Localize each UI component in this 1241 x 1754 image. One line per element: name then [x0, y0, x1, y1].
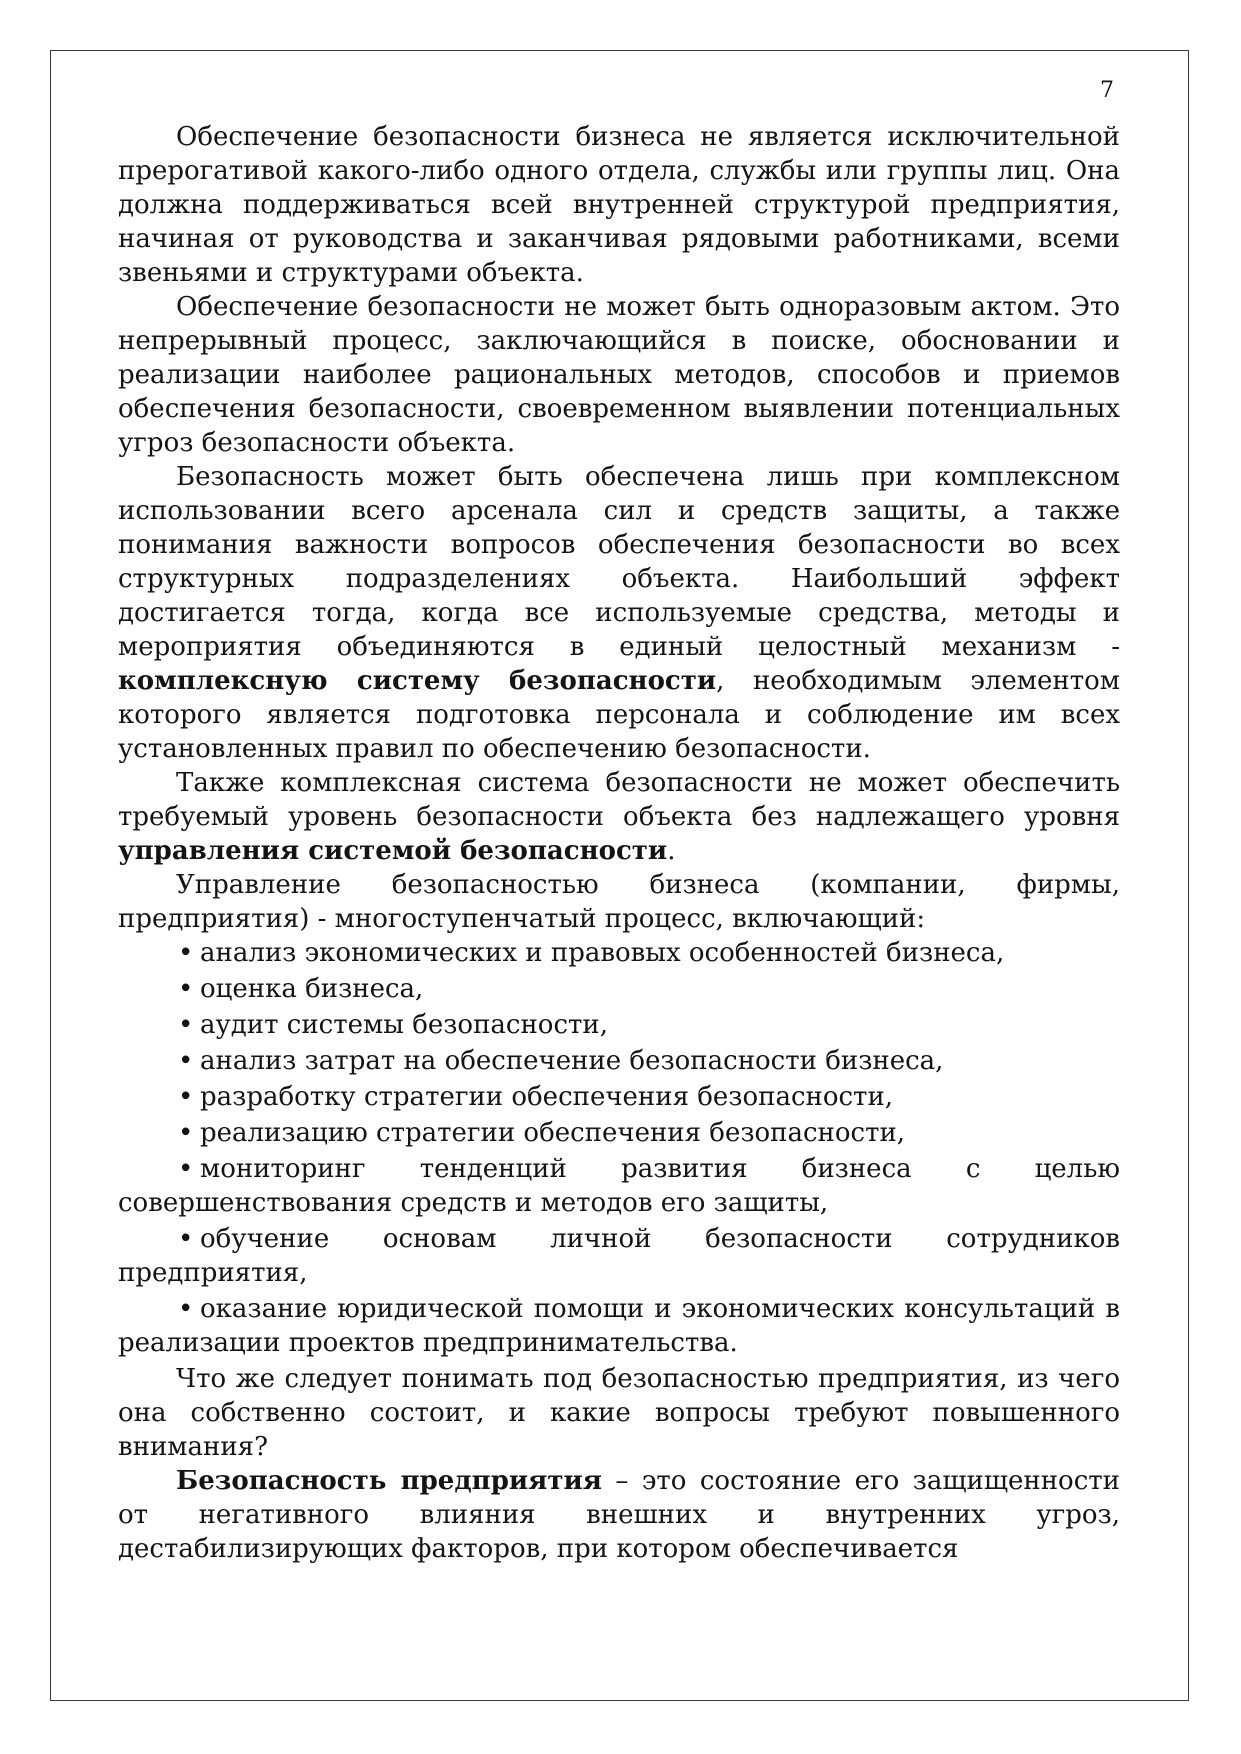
- list-item: [118, 1222, 1120, 1290]
- list-item: [118, 972, 1120, 1006]
- bullet-list: [118, 936, 1120, 1360]
- paragraph-text: , необходимым элементом которого является подготовка персонала и соблюдение им всех установленных правил по обеспечению безопасности.: [118, 666, 1121, 764]
- list-item: [118, 1152, 1120, 1220]
- bullet-icon: •: [178, 1082, 194, 1112]
- paragraph-enterprise-security-definition: [118, 1464, 1120, 1566]
- paragraph-management-process-intro: Управление безопасностью бизнеса (компании, фирмы, предприятия) - многоступенчатый процесс, включающий:: [118, 870, 1120, 934]
- list-item: [118, 1116, 1120, 1150]
- paragraph-business-security-responsibility: Обеспечение безопасности бизнеса не является исключительной прерогативой какого-либо одного отдела, службы или группы лиц. Она должна поддерживаться всей внутренней структурой предприятия, начиная от руководства и заканчивая рядовыми работниками, всеми звеньями и структурами объекта.: [118, 122, 1120, 288]
- bullet-icon: •: [178, 1118, 194, 1148]
- list-item-text: оказание юридической помощи и экономических консультаций в реализации проектов предпринимательства.: [118, 1294, 1120, 1358]
- term-complex-security-system: комплексную систему безопасности: [118, 666, 717, 696]
- list-item-text: анализ экономических и правовых особенностей бизнеса,: [200, 938, 1005, 968]
- bullet-icon: •: [178, 1294, 194, 1324]
- paragraph-continuous-process: Обеспечение безопасности не может быть одноразовым актом. Это непрерывный процесс, заключающийся в поиске, обосновании и реализации наиболее рациональных методов, способов и приемов обеспечения безопасности, своевременном выявлении потенциальных угроз безопасности объекта.: [118, 292, 1120, 458]
- paragraph-text: – это состояние его защищенности от негативного влияния внешних и внутренних угроз, дестабилизирующих факторов, при котором обеспечивается: [118, 1466, 1120, 1564]
- list-item: [118, 1292, 1120, 1360]
- paragraph-complex-system: [118, 460, 1120, 766]
- list-item-text: обучение основам личной безопасности сотрудников предприятия,: [118, 1224, 1120, 1288]
- list-item: [118, 1044, 1120, 1078]
- paragraph-text: Также комплексная система безопасности не может обеспечить требуемый уровень безопасности объекта без надлежащего уровня: [118, 768, 1120, 832]
- bullet-icon: •: [178, 1010, 194, 1040]
- list-item: [118, 1008, 1120, 1042]
- list-item-text: реализацию стратегии обеспечения безопасности,: [200, 1118, 906, 1148]
- term-security-system-management: управления системой безопасности: [118, 836, 668, 866]
- bullet-icon: •: [178, 1154, 194, 1184]
- list-item-text: оценка бизнеса,: [200, 974, 424, 1004]
- list-item-text: анализ затрат на обеспечение безопасности бизнеса,: [200, 1046, 944, 1076]
- document-body: [118, 120, 1120, 1566]
- paragraph-question: Что же следует понимать под безопасностью предприятия, из чего она собственно состоит, и какие вопросы требуют повышенного внимания?: [118, 1364, 1120, 1462]
- list-item-text: разработку стратегии обеспечения безопасности,: [200, 1082, 894, 1112]
- paragraph-security-management-level: [118, 766, 1120, 868]
- list-item-text: аудит системы безопасности,: [200, 1010, 608, 1040]
- paragraph-text: .: [667, 836, 676, 866]
- bullet-icon: •: [178, 1224, 194, 1254]
- bullet-icon: •: [178, 974, 194, 1004]
- list-item: [118, 1080, 1120, 1114]
- list-item: [118, 936, 1120, 970]
- term-enterprise-security: Безопасность предприятия: [176, 1466, 602, 1496]
- paragraph-text: Безопасность может быть обеспечена лишь при комплексном использовании всего арсенала сил и средств защиты, а также понимания важности вопросов обеспечения безопасности во всех структурных подразделениях объекта. Наибольший эффект достигается тогда, когда все используемые средства, методы и мероприятия объединяются в единый целостный механизм -: [118, 462, 1120, 662]
- bullet-icon: •: [178, 938, 194, 968]
- page-number: 7: [1100, 78, 1114, 103]
- list-item-text: мониторинг тенденций развития бизнеса с целью совершенствования средств и методов его защиты,: [118, 1154, 1120, 1218]
- bullet-icon: •: [178, 1046, 194, 1076]
